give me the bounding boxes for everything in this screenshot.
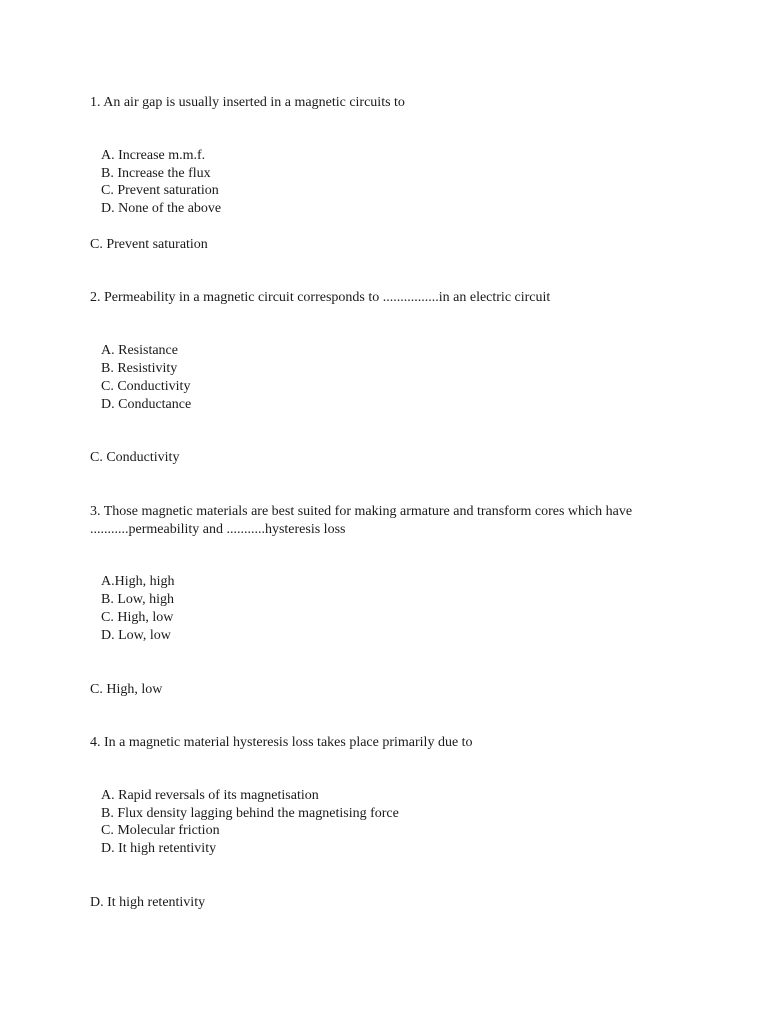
question-3-option-a: A.High, high xyxy=(101,574,175,589)
question-1-option-d: D. None of the above xyxy=(101,201,222,216)
question-2-text: 2. Permeability in a magnetic circuit corresponds to ................in an electric circuit xyxy=(90,290,551,305)
question-4-option-d: D. It high retentivity xyxy=(101,841,217,856)
question-1-answer: C. Prevent saturation xyxy=(90,237,208,252)
question-1-option-c: C. Prevent saturation xyxy=(101,183,219,198)
question-4-option-a: A. Rapid reversals of its magnetisation xyxy=(101,788,319,803)
question-3-answer: C. High, low xyxy=(90,682,163,697)
question-3-option-b: B. Low, high xyxy=(101,592,174,607)
question-3-option-c: C. High, low xyxy=(101,610,174,625)
question-2-option-c: C. Conductivity xyxy=(101,379,191,394)
question-3-text-line1: 3. Those magnetic materials are best suited for making armature and transform cores which have xyxy=(90,504,633,519)
question-4-option-b: B. Flux density lagging behind the magnetising force xyxy=(101,806,399,821)
question-3-text-line2: ...........permeability and ...........hysteresis loss xyxy=(90,522,346,537)
question-3-option-d: D. Low, low xyxy=(101,628,171,643)
question-1-option-a: A. Increase m.m.f. xyxy=(101,148,206,163)
question-2-answer: C. Conductivity xyxy=(90,450,180,465)
question-2-option-a: A. Resistance xyxy=(101,343,178,358)
question-2-option-d: D. Conductance xyxy=(101,397,192,412)
question-1-text: 1. An air gap is usually inserted in a magnetic circuits to xyxy=(90,95,405,110)
question-1-option-b: B. Increase the flux xyxy=(101,166,211,181)
question-2-option-b: B. Resistivity xyxy=(101,361,178,376)
question-4-option-c: C. Molecular friction xyxy=(101,823,220,838)
question-4-answer: D. It high retentivity xyxy=(90,895,206,910)
question-4-text: 4. In a magnetic material hysteresis loss takes place primarily due to xyxy=(90,735,473,750)
